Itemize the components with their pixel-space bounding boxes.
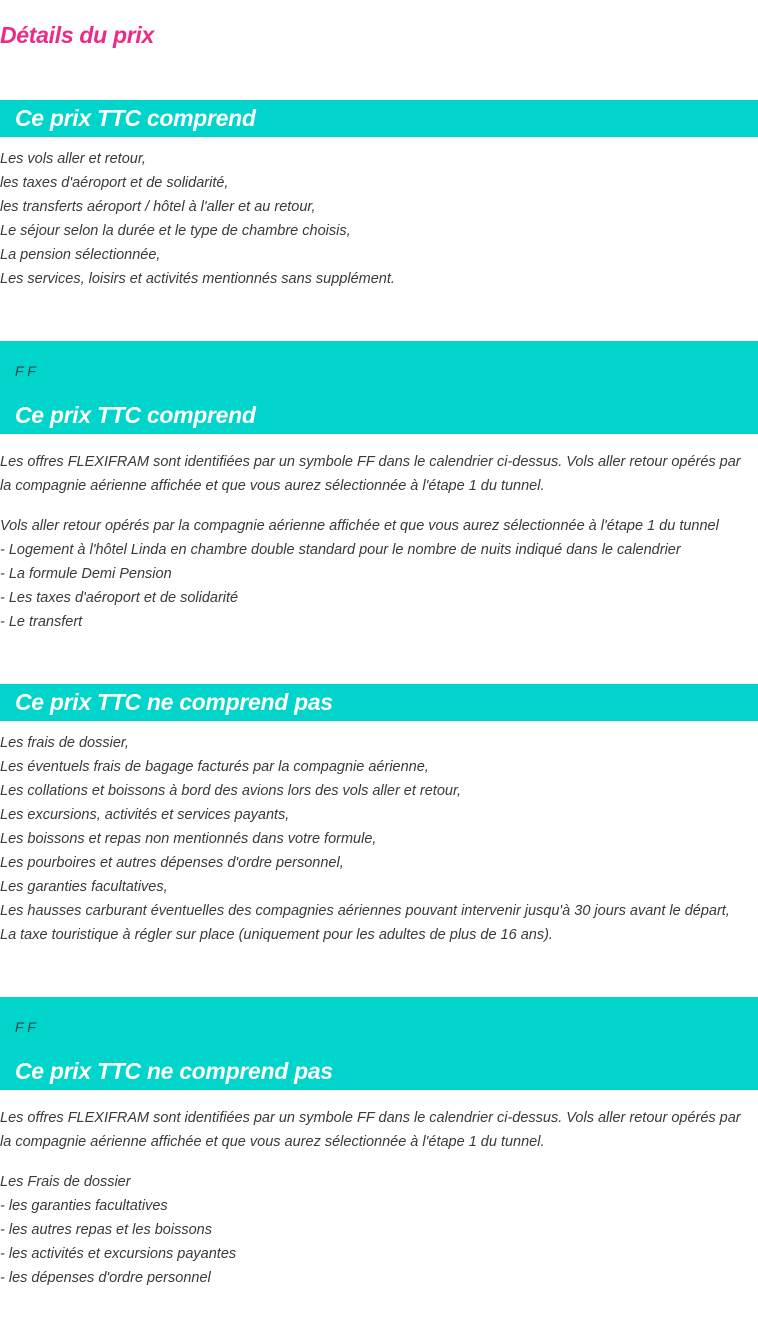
list-item: - Le transfert [0, 614, 83, 630]
list-item: Les hausses carburant éventuelles des compagnies aériennes pouvant intervenir jusqu'à 30 jours avant le départ, [0, 903, 730, 919]
list-item: Les collations et boissons à bord des avions lors des vols aller et retour, [0, 783, 462, 799]
list-item: Vols aller retour opérés par la compagnie aérienne affichée et que vous aurez sélectionnée à l'étape 1 du tunnel [0, 518, 719, 534]
list-item: - les garanties facultatives [0, 1198, 168, 1214]
list-item: - La formule Demi Pension [0, 566, 172, 582]
list-item: Les pourboires et autres dépenses d'ordre personnel, [0, 855, 344, 871]
list-item: les taxes d'aéroport et de solidarité, [0, 175, 229, 191]
list-item: - Les taxes d'aéroport et de solidarité [0, 590, 239, 606]
includes-list [0, 147, 758, 291]
section-ff-excludes-header [0, 997, 758, 1090]
list-item: Les services, loisirs et activités mentionnés sans supplément. [0, 271, 395, 287]
list-item: Les excursions, activités et services payants, [0, 807, 290, 823]
ff-includes-intro: Les offres FLEXIFRAM sont identifiées par un symbole FF dans le calendrier ci-dessus. Vols aller retour opérés par la compagnie aérienne affichée et que vous aurez sélectionnée à l'étape 1 du tunnel. [0, 454, 741, 494]
page-title: Détails du prix [0, 22, 154, 48]
list-item: Les éventuels frais de bagage facturés par la compagnie aérienne, [0, 759, 429, 775]
list-item: Les garanties facultatives, [0, 879, 168, 895]
section-includes-header [0, 100, 758, 137]
section-excludes-header [0, 684, 758, 721]
ff-includes-list [0, 514, 758, 634]
list-item: Les vols aller et retour, [0, 151, 146, 167]
list-item: - les autres repas et les boissons [0, 1222, 212, 1238]
ff-badge: F F [15, 363, 36, 379]
section-includes-title: Ce prix TTC comprend [15, 105, 256, 131]
list-item: les transferts aéroport / hôtel à l'aller et au retour, [0, 199, 316, 215]
list-item: - Logement à l'hôtel Linda en chambre double standard pour le nombre de nuits indiqué dans le calendrier [0, 542, 681, 558]
section-excludes-title: Ce prix TTC ne comprend pas [15, 689, 333, 715]
section-ff-includes-header [0, 341, 758, 434]
list-item: Les frais de dossier, [0, 735, 129, 751]
list-item: Le séjour selon la durée et le type de chambre choisis, [0, 223, 351, 239]
list-item: Les boissons et repas non mentionnés dans votre formule, [0, 831, 377, 847]
list-item: La pension sélectionnée, [0, 247, 161, 263]
section-ff-excludes-title: Ce prix TTC ne comprend pas [15, 1058, 333, 1084]
ff-excludes-intro: Les offres FLEXIFRAM sont identifiées par un symbole FF dans le calendrier ci-dessus. Vols aller retour opérés par la compagnie aérienne affichée et que vous aurez sélectionnée à l'étape 1 du tunnel. [0, 1110, 741, 1150]
list-item: - les dépenses d'ordre personnel [0, 1270, 211, 1286]
section-ff-includes-title: Ce prix TTC comprend [15, 402, 256, 428]
list-item: La taxe touristique à régler sur place (uniquement pour les adultes de plus de 16 ans). [0, 927, 553, 943]
list-item: Les Frais de dossier [0, 1174, 131, 1190]
ff-excludes-list [0, 1170, 758, 1290]
list-item: - les activités et excursions payantes [0, 1246, 237, 1262]
ff-badge: F F [15, 1019, 36, 1035]
excludes-list [0, 731, 758, 947]
